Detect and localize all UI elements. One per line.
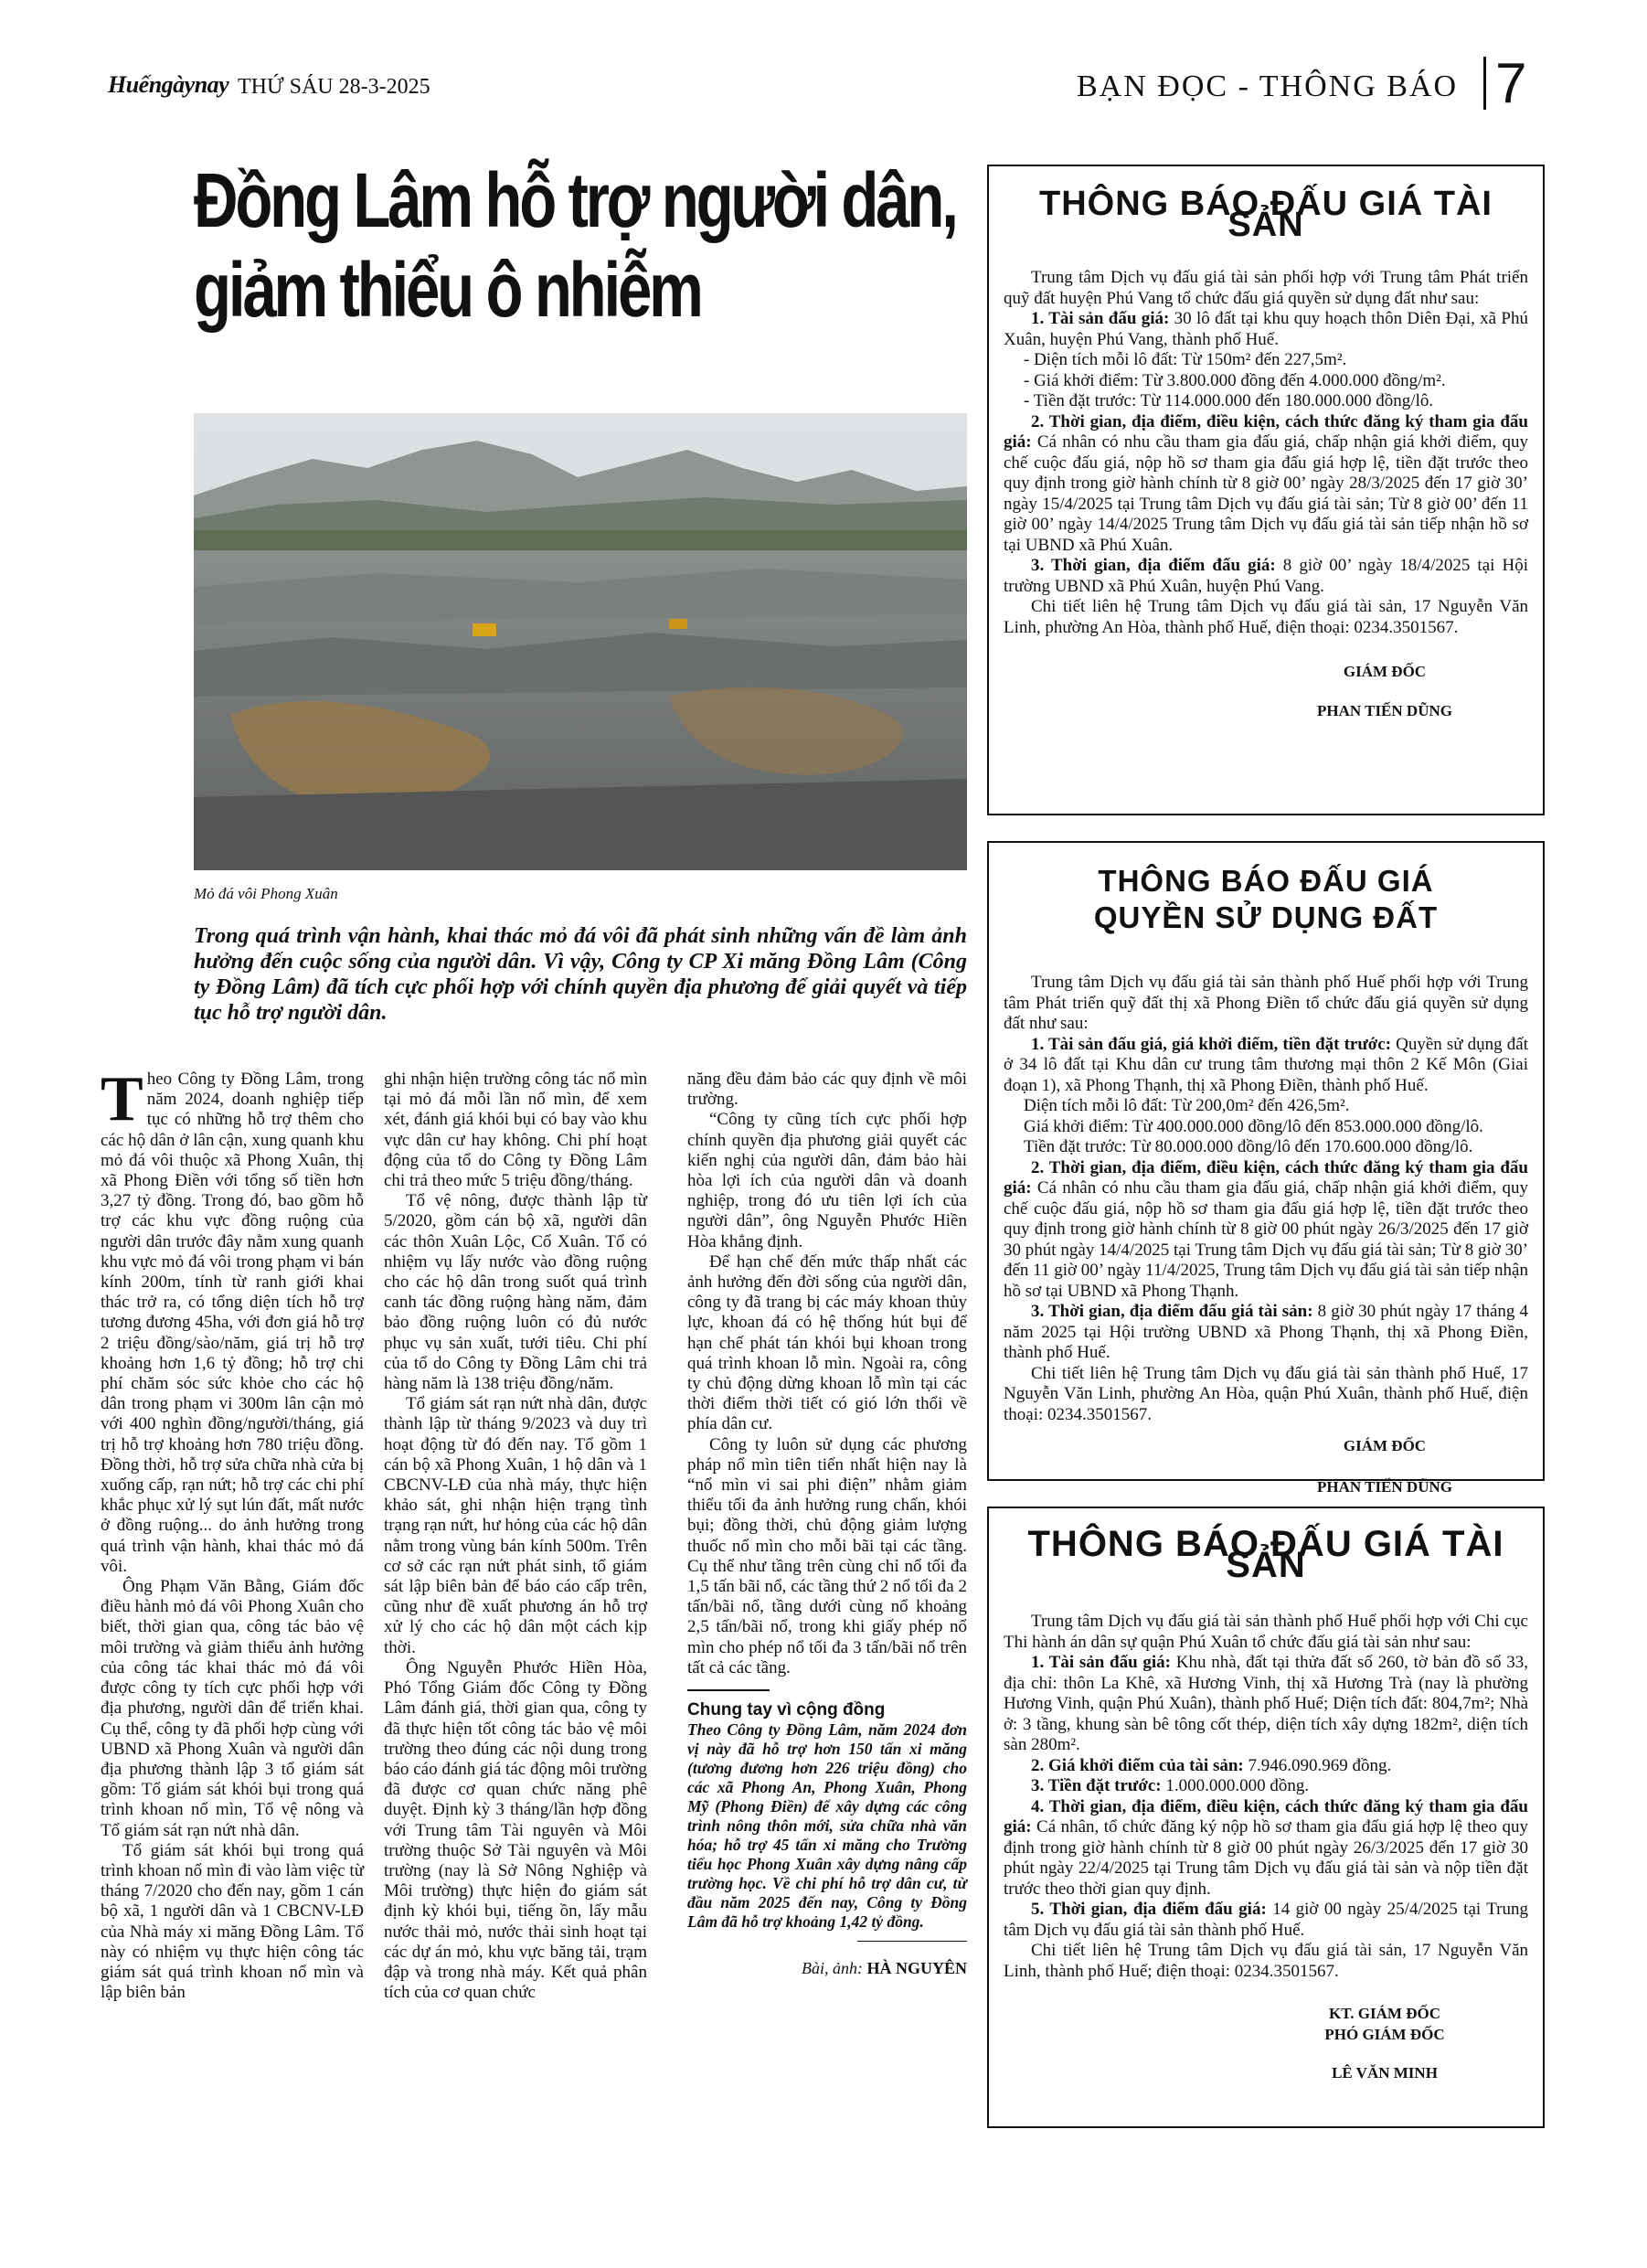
paragraph: Công ty luôn sử dụng các phương pháp nổ mìn tiên tiến nhất hiện nay là “nổ mìn vi sai phi điện” nhằm giảm thiểu tối đa ảnh hưởng rung chấn, khói bụi; đồng thời, chủ động giảm lượng thuốc nổ mìn cho mỗi bãi tại các tầng. Cụ thể như tầng trên cùng chỉ nổ tối đa 1,5 tấn bãi nổ, các tầng thứ 2 nổ tối đa 2 tấn/bãi nổ, tầng dưới cùng nổ khoảng 2,5 tấn/bãi nổ, trong khi giấy phép nổ mìn cho phép nổ tối đa 3 tấn/bãi nổ trên tất cả các tầng. bbox=[687, 1434, 967, 1677]
quarry-illustration bbox=[194, 413, 967, 870]
notice-intro: Trung tâm Dịch vụ đấu giá tài sản phối hợp với Trung tâm Phát triển quỹ đất huyện Phú Vang tổ chức đấu giá quyền sử dụng đất như sau: bbox=[1004, 268, 1528, 308]
notice-intro: Trung tâm Dịch vụ đấu giá tài sản thành phố Huế phối hợp với Chi cục Thi hành án dân sự quận Phú Xuân tổ chức đấu giá tài sản như sau: bbox=[1004, 1612, 1528, 1652]
notice-item: 4. Thời gian, địa điểm, điều kiện, cách thức đăng ký tham gia đấu giá: Cá nhân, tổ chức đăng ký nộp hồ sơ tham gia đấu giá hợp lệ theo quy định trong giờ hành chính từ 8 giờ 00 phút ngày 26/3/2025 đến 17 giờ 30 phút ngày 22/4/2025 tại Trung tâm Dịch vụ đấu giá tài sản và nộp tiền đặt trước theo thời gian quy định. bbox=[1004, 1796, 1528, 1899]
notice-item: 1. Tài sản đấu giá: Khu nhà, đất tại thửa đất số 260, tờ bản đồ số 33, địa chỉ: thôn La Khê, xã Hương Vinh, thị xã Hương Trà (nay là phường Hương Vinh, quận Phú Xuân), thành phố Huế; Diện tích đất: 804,7m²; Nhà ở: 3 tầng, khung sàn bê tông cốt thép, diện tích xây dựng 182m², diện tích sàn 280m². bbox=[1004, 1653, 1528, 1754]
notice-item: 2. Giá khởi điểm của tài sản: 7.946.090.969 đồng. bbox=[1031, 1755, 1392, 1775]
notice-item: 2. Thời gian, địa điểm, điều kiện, cách thức đăng ký tham gia đấu giá: Cá nhân có nhu cầu tham gia đấu giá, chấp nhận giá khởi điểm, quy chế cuộc đấu giá, nộp hồ sơ tham gia đấu giá hợp lệ, tiền đặt trước theo quy định trong giờ hành chính từ 8 giờ 00’ ngày 28/3/2025 đến 17 giờ 30’ ngày 15/4/2025 tại Trung tâm Dịch vụ đấu giá tài sản; Từ 8 giờ 00’ đến 11 giờ 00’ ngày 14/4/2025 Trung tâm Dịch vụ đấu giá tài sản tiếp nhận hồ sơ tại UBND xã Phú Xuân. bbox=[1004, 411, 1528, 555]
article-column-1 bbox=[101, 1064, 364, 2003]
notice-item: 3. Thời gian, địa điểm đấu giá: 8 giờ 00’ ngày 18/4/2025 tại Hội trường UBND xã Phú Xuân, huyện Phú Vang. bbox=[1004, 556, 1528, 596]
paragraph: Theo Công ty Đồng Lâm, trong năm 2024, doanh nghiệp tiếp tục có những hỗ trợ thêm cho các hộ dân ở lân cận, xung quanh khu mỏ đá vôi thuộc xã Phong Xuân, thị xã Phong Điền với tổng số tiền hơn 3,27 tỷ đồng. Trong đó, bao gồm hỗ trợ các khu vực đồng ruộng của người dân trước đây nằm xung quanh khu vực mỏ đá vôi trong phạm vi bán kính 200m, tính từ ranh giới khai thác trở ra, có tổng diện tích hỗ trợ tương đương 45ha, với đơn giá hỗ trợ 2 triệu đồng/sào/năm, giá trị hỗ trợ khoảng hơn 1,6 tỷ đồng; hỗ trợ chi phí chăm sóc sức khỏe cho các hộ dân trong phạm vi 300m lân cận mỏ với 400 nghìn đồng/người/tháng, giá trị hỗ trợ khoảng hơn 780 triệu đồng. Đồng thời, hỗ trợ sửa chữa nhà cửa bị xuống cấp, rạn nứt; hỗ trợ các chi phí khắc phục xử lý sụt lún đất, mất nước ở đồng ruộng... do ảnh hưởng trong quá trình vận hành, khai thác mỏ đá vôi. bbox=[101, 1064, 364, 1576]
article-lead: Trong quá trình vận hành, khai thác mỏ đá vôi đã phát sinh những vấn đề làm ảnh hưởng đến cuộc sống của người dân. Vì vậy, Công ty CP Xi măng Đồng Lâm (Công ty Đồng Lâm) đã tích cực phối hợp với chính quyền địa phương để giải quyết và tiếp tục hỗ trợ người dân. bbox=[194, 924, 967, 1025]
paragraph: “Công ty cũng tích cực phối hợp chính quyền địa phương giải quyết các kiến nghị của người dân, đảm bảo hài hòa lợi ích của người dân và doanh nghiệp, trong đó ưu tiên lợi ích của người dân”, ông Nguyễn Phước Hiền Hòa khẳng định. bbox=[687, 1110, 967, 1251]
notice-item: 5. Thời gian, địa điểm đấu giá: 14 giờ 00 ngày 25/4/2025 tại Trung tâm Dịch vụ đấu giá tài sản thành phố Huế. bbox=[1004, 1900, 1529, 1940]
paragraph: Tổ giám sát khói bụi trong quá trình khoan nổ mìn đi vào làm việc từ tháng 7/2020 cho đến nay, gồm 1 cán bộ xã, 1 người dân và 1 CBCNV-LĐ của Nhà máy xi măng Đồng Lâm. Tổ này có nhiệm vụ thực hiện công tác giám sát quá trình khoan nổ mìn và lập biên bản bbox=[101, 1840, 364, 2003]
notice-contact: Chi tiết liên hệ Trung tâm Dịch vụ đấu giá tài sản, 17 Nguyễn Văn Linh, thành phố Huế; điện thoại: 0234.3501567. bbox=[1004, 1941, 1528, 1981]
auction-notice-1 bbox=[987, 165, 1545, 815]
notice-contact: Chi tiết liên hệ Trung tâm Dịch vụ đấu giá tài sản, 17 Nguyễn Văn Linh, phường An Hòa, thành phố Huế, điện thoại: 0234.3501567. bbox=[1004, 597, 1528, 637]
photo-caption: Mỏ đá vôi Phong Xuân bbox=[194, 885, 338, 902]
headline-line-1: Đồng Lâm hỗ trợ người dân, bbox=[194, 157, 956, 243]
paragraph: Tổ vệ nông, được thành lập từ 5/2020, gồm cán bộ xã, người dân các thôn Xuân Lộc, Cổ Xuân. Tổ có nhiệm vụ lấy nước vào đồng ruộng cho các hộ dân trong suốt quá trình canh tác đồng ruộng hàng năm, đảm bảo đồng ruộng luôn có đủ nước phục vụ sản xuất, tưới tiêu. Chi phí của tổ do Công ty Đồng Lâm chi trả hàng năm là 138 triệu đồng/năm. bbox=[384, 1191, 647, 1394]
signer-title: GIÁM ĐỐC bbox=[1343, 1437, 1427, 1454]
paragraph: Ông Nguyễn Phước Hiền Hòa, Phó Tổng Giám đốc Công ty Đồng Lâm đánh giá, thời gian qua, công ty đã thực hiện tốt công tác bảo vệ môi trường theo đúng các nội dung trong báo cáo đánh giá tác động môi trường đã được cơ quan chức năng phê duyệt. Định kỳ 3 tháng/lần hợp đồng với Trung tâm Tài nguyên và Môi trường thuộc Sở Tài nguyên và Môi trường (nay là Sở Nông Nghiệp và Môi trường) thực hiện đo giám sát định kỳ khói bụi, tiếng ồn, lấy mẫu nước thải mỏ, nước thải sinh hoạt tại các dự án mỏ, khu vực băng tải, trạm đập và trong nhà máy. Kết quả phân tích của cơ quan chức bbox=[384, 1657, 647, 2003]
notice-title-line-2: QUYỀN SỬ DỤNG ĐẤT bbox=[1093, 900, 1439, 934]
notice-detail: Tiền đặt trước: Từ 80.000.000 đồng/lô đến 170.600.000 đồng/lô. bbox=[1024, 1137, 1473, 1156]
auction-notice-3 bbox=[987, 1507, 1545, 2128]
signer-subtitle: PHÓ GIÁM ĐỐC bbox=[1324, 2025, 1445, 2043]
paragraph: Ông Phạm Văn Bằng, Giám đốc điều hành mỏ đá vôi Phong Xuân cho biết, thời gian qua, công tác bảo vệ môi trường và giảm thiểu ảnh hưởng của công tác khai thác mỏ đá vôi được công ty tích cực phối hợp với địa phương, người dân để triển khai. Cụ thể, công ty đã phối hợp cùng với UBND xã Phong Xuân và người dân địa phương thành lập 3 tổ giám sát gồm: Tổ giám sát khói bụi trong quá trình khoan nổ mìn, Tổ vệ nông và Tổ giám sát rạn nứt nhà dân. bbox=[101, 1577, 364, 1840]
signer-name: PHAN TIẾN DŨNG bbox=[1317, 701, 1452, 719]
page-header bbox=[108, 52, 1534, 121]
byline: Bài, ảnh: HÀ NGUYÊN bbox=[801, 1959, 967, 1978]
notice-item: 1. Tài sản đấu giá: 30 lô đất tại khu quy hoạch thôn Diên Đại, xã Phú Xuân, huyện Phú Vang, thành phố Huế. bbox=[1004, 309, 1528, 349]
notice-detail: - Diện tích mỗi lô đất: Từ 150m² đến 227,5m². bbox=[1024, 350, 1347, 369]
page-number: 7 bbox=[1495, 52, 1527, 115]
notice-item: 1. Tài sản đấu giá, giá khởi điểm, tiền đặt trước: Quyền sử dụng đất ở 34 lô đất tại Khu dân cư trung tâm thương mại thôn 2 Kế Môn (Giai đoạn 1), xã Phong Thạnh, thị xã Phong Điền, thành phố Huế. bbox=[1004, 1034, 1529, 1095]
notice-contact: Chi tiết liên hệ Trung tâm Dịch vụ đấu giá tài sản thành phố Huế, 17 Nguyễn Văn Linh, phường An Hòa, quận Phú Xuân, thành phố Huế, điện thoại: 0234.3501567. bbox=[1004, 1363, 1528, 1424]
signer-name: PHAN TIẾN DŨNG bbox=[1317, 1477, 1452, 1496]
section-title: BẠN ĐỌC - THÔNG BÁO bbox=[1077, 69, 1459, 103]
sidebar-title: Chung tay vì cộng đồng bbox=[687, 1700, 886, 1720]
issue-date: THỨ SÁU 28-3-2025 bbox=[238, 75, 430, 99]
signer-title: GIÁM ĐỐC bbox=[1343, 663, 1427, 680]
article-column-2 bbox=[384, 1070, 647, 2003]
signer-title: KT. GIÁM ĐỐC bbox=[1329, 2005, 1440, 2022]
sidebar-text: Theo Công ty Đồng Lâm, năm 2024 đơn vị này đã hỗ trợ hơn 150 tấn xi măng (tương đương hơn 226 triệu đồng) cho các xã Phong An, Phong Xuân, Phong Mỹ (Phong Điền) để xây dựng các công trình nông thôn mới, sửa chữa nhà văn hóa; hỗ trợ 45 tấn xi măng cho Trường tiểu học Phong Xuân xây dựng nâng cấp trường học. Về chi phí hỗ trợ dân cư, từ đầu năm 2025 đến nay, Công ty Đồng Lâm đã hỗ trợ khoảng 1,42 tỷ đồng. bbox=[687, 1720, 967, 1932]
byline-divider bbox=[857, 1941, 967, 1942]
notice-detail: Giá khởi điểm: Từ 400.000.000 đồng/lô đến 853.000.000 đồng/lô. bbox=[1024, 1116, 1483, 1136]
notice-title-line-1: THÔNG BÁO ĐẤU GIÁ bbox=[1098, 864, 1434, 898]
notice-item: 3. Tiền đặt trước: 1.000.000.000 đồng. bbox=[1031, 1776, 1310, 1795]
paragraph: Tổ giám sát rạn nứt nhà dân, được thành lập từ tháng 9/2023 và duy trì hoạt động từ đó đến nay. Tổ gồm 1 cán bộ xã Phong Xuân, 1 hộ dân và 1 CBCNV-LĐ của nhà máy, thực hiện khảo sát, ghi nhận hiện trạng tình trạng rạn nứt, hư hỏng của các hộ dân nằm trong vùng bán kính 500m. Trên cơ sở các rạn nứt phát sinh, tổ giám sát lập biên bản để báo cáo cấp trên, cũng như đề xuất phương án hỗ trợ xử lý cho các hộ dân một cách kịp thời. bbox=[384, 1394, 647, 1657]
notice-detail: - Tiền đặt trước: Từ 114.000.000 đến 180.000.000 đồng/lô. bbox=[1024, 391, 1434, 410]
drop-cap: T bbox=[101, 1064, 143, 1134]
auction-notice-2 bbox=[987, 841, 1545, 1496]
masthead-logo: Huếngàynay bbox=[108, 71, 229, 98]
notice-item: 3. Thời gian, địa điểm đấu giá tài sản: 8 giờ 30 phút ngày 17 tháng 4 năm 2025 tại Hội trường UBND xã Phong Thạnh, thị xã Phong Điền, thành phố Huế. bbox=[1004, 1302, 1528, 1362]
article-column-3 bbox=[687, 1070, 967, 1979]
sidebar-divider bbox=[687, 1689, 770, 1691]
paragraph: năng đều đảm bảo các quy định về môi trường. bbox=[687, 1070, 967, 1110]
notice-title: THÔNG BÁO ĐẤU GIÁ TÀI SẢN bbox=[1027, 1524, 1504, 1585]
quarry-photo bbox=[194, 413, 967, 870]
paragraph: ghi nhận hiện trường công tác nổ mìn tại mỏ đá mỗi lần nổ mìn, để xem xét, đánh giá khói bụi có bay vào khu vực dân cư hay không. Chi phí hoạt động của tổ do Công ty Đồng Lâm chi trả theo mức 5 triệu đồng/tháng. bbox=[384, 1070, 647, 1191]
headline-line-2: giảm thiểu ô nhiễm bbox=[194, 247, 701, 333]
article-headline bbox=[194, 155, 956, 335]
notice-detail: Diện tích mỗi lô đất: Từ 200,0m² đến 426,5m². bbox=[1024, 1096, 1350, 1115]
paragraph: Để hạn chế đến mức thấp nhất các ảnh hưởng đến đời sống của người dân, công ty đã trang bị các máy khoan thủy lực, khoan đá có hệ thống hút bụi để hạn chế phát tán khói bụi khoan trong quá trình khoan lỗ mìn. Ngoài ra, công ty chủ động dừng khoan lỗ mìn tại các thời điểm thời tiết có gió lớn thổi về phía dân cư. bbox=[687, 1251, 967, 1434]
signer-name: LÊ VĂN MINH bbox=[1332, 2064, 1438, 2082]
notice-item: 2. Thời gian, địa điểm, điều kiện, cách thức đăng ký tham gia đấu giá: Cá nhân có nhu cầu tham gia đấu giá, chấp nhận giá khởi điểm, quy chế cuộc đấu giá, nộp hồ sơ tham gia đấu giá hợp lệ, tiền đặt trước theo quy định trong giờ hành chính từ 8 giờ 00 phút ngày 26/3/2025 đến 17 giờ 30 phút ngày 14/4/2025 tại Trung tâm Dịch vụ đấu giá tài sản; Từ 8 giờ 30’ đến 11 giờ 00’ ngày 11/4/2025, Trung tâm Dịch vụ đấu giá tài sản tiếp nhận hồ sơ tại UBND xã Phong Thạnh. bbox=[1004, 1157, 1528, 1301]
notice-title: THÔNG BÁO ĐẤU GIÁ TÀI SẢN bbox=[1039, 185, 1493, 244]
notice-intro: Trung tâm Dịch vụ đấu giá tài sản thành phố Huế phối hợp với Trung tâm Phát triển quỹ đất thị xã Phong Điền tổ chức đấu giá quyền sử dụng đất như sau: bbox=[1004, 973, 1528, 1033]
notice-detail: - Giá khởi điểm: Từ 3.800.000 đồng đến 4.000.000 đồng/m². bbox=[1024, 370, 1446, 390]
header-divider bbox=[1483, 57, 1486, 110]
